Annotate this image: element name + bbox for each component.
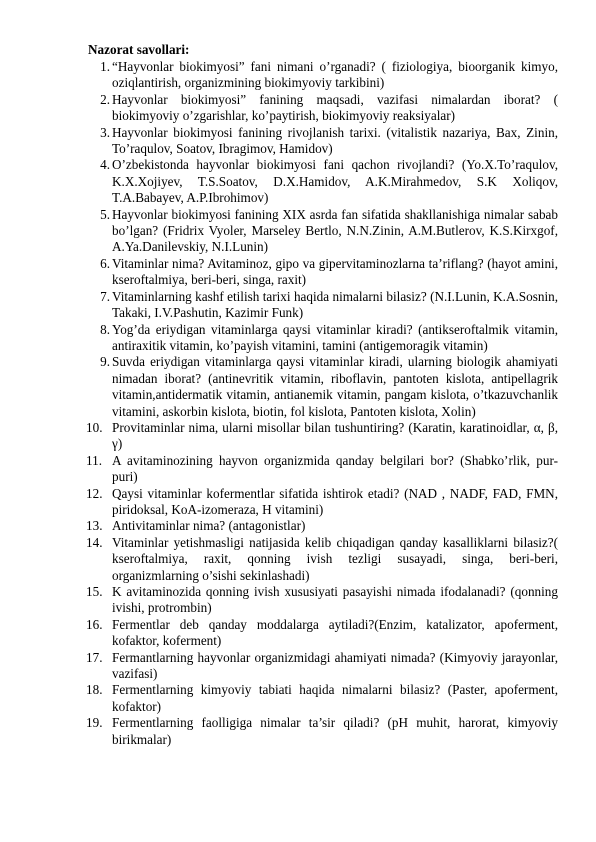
question-item xyxy=(88,59,558,92)
question-number: 11. xyxy=(86,452,102,468)
question-item xyxy=(88,289,558,322)
question-text: Hayvonlar biokimyosi fanining rivojlanish tarixi. (vitalistik nazariya, Bax, Zinin, To’raqulov, Soatov, Ibragimov, Hamidov) xyxy=(112,124,558,157)
question-text: Fermantlarning hayvonlar organizmidagi ahamiyati nimada? (Kimyoviy jarayonlar, vazifasi) xyxy=(112,649,558,682)
question-text: O’zbekistonda hayvonlar biokimyosi fani qachon rivojlandi? (Yo.X.To’raqulov, K.X.Xojiyev, T.S.Soatov, D.X.Hamidov, A.K.Mirahmedov, S.K Xoliqov, T.A.Babayev, A.P.Ibrohimov) xyxy=(112,157,558,206)
question-text: Fermentlarning faolligiga nimalar ta’sir qiladi? (pH muhit, harorat, kimyoviy birikmalar) xyxy=(112,715,558,747)
question-number: 13. xyxy=(86,518,103,534)
question-number: 8. xyxy=(100,321,110,337)
question-number: 7. xyxy=(100,288,110,304)
document-page xyxy=(88,42,558,748)
question-item xyxy=(88,682,558,715)
question-list xyxy=(88,59,558,748)
question-text: Vitaminlar yetishmasligi natijasida kelib chiqadigan qanday kasalliklarni bilasiz?( kseroftalmiya, raxit, qonning ivish tezligi susayadi, singa, beri-beri, organizmlarning o’sishi sekinlashadi) xyxy=(112,534,558,583)
question-item xyxy=(88,420,558,453)
question-text: Hayvonlar biokimyosi” fanining maqsadi, vazifasi nimalardan iborat? ( biokimyoviy o’zgarishlar, ko’paytirish, biokimyoviy reaksiyalar) xyxy=(112,91,558,124)
question-item xyxy=(88,715,558,748)
question-item xyxy=(88,617,558,650)
question-text: Fermentlarning kimyoviy tabiati haqida nimalarni bilasiz? (Paster, apoferment, kofaktor) xyxy=(112,682,558,714)
question-item xyxy=(88,535,558,584)
question-number: 14. xyxy=(86,534,103,550)
question-item xyxy=(88,157,558,206)
question-number: 10. xyxy=(86,419,103,435)
question-item xyxy=(88,650,558,683)
question-number: 16. xyxy=(86,616,103,632)
question-text: Suvda eriydigan vitaminlarga qaysi vitaminlar kiradi, ularning biologik ahamiyati nimadan iborat? (antinevritik vitamin, riboflavin, pantoten kislota, antipellagrik vitamin,antidermatik vitamin, antianemik vitamin, pangam kislota, o’tkazuvchanlik vitamini, askorbin kislota, biotin, fol kislota, Pantoten kislota, Xolin) xyxy=(112,354,558,419)
question-text: K avitaminozida qonning ivish xususiyati pasayishi nimada ifodalanadi? (qonning ivishi, protrombin) xyxy=(112,584,558,616)
question-number: 12. xyxy=(86,485,103,501)
question-text: “Hayvonlar biokimyosi” fani nimani o’rganadi? ( fiziologiya, bioorganik kimyo, oziqlantirish, organizmining biokimyoviy tarkibini) xyxy=(112,59,558,91)
question-text: Vitaminlar nima? Avitaminoz, gipo va gipervitaminozlarna ta’riflang? (hayot amini, kseroftalmiya, beri-beri, singa, raxit) xyxy=(112,255,558,288)
question-text: Fermentlar deb qanday moddalarga aytiladi?(Enzim, katalizator, apoferment, kofaktor, koferment) xyxy=(112,616,558,649)
question-item xyxy=(88,518,558,534)
question-number: 9. xyxy=(100,354,110,370)
question-item xyxy=(88,125,558,158)
question-item xyxy=(88,453,558,486)
question-number: 15. xyxy=(86,584,103,599)
question-text: Vitaminlarning kashf etilish tarixi haqida nimalarni bilasiz? (N.I.Lunin, K.A.Sosnin, Takaki, I.V.Pashutin, Kazimir Funk) xyxy=(112,288,558,321)
question-item xyxy=(88,256,558,289)
question-number: 1. xyxy=(100,59,110,74)
question-text: Qaysi vitaminlar kofermentlar sifatida ishtirok etadi? (NAD , NADF, FAD, FMN, piridoksal, KoA-izomeraza, H vitamini) xyxy=(112,485,558,517)
question-text: Provitaminlar nima, ularni misollar bilan tushuntiring? (Karatin, karatinoidlar, α, β, γ) xyxy=(112,419,558,452)
question-number: 6. xyxy=(100,255,110,271)
question-item xyxy=(88,584,558,617)
question-number: 17. xyxy=(86,649,103,665)
question-text: Hayvonlar biokimyosi fanining XIX asrda fan sifatida shakllanishiga nimalar sabab bo’lgan? (Fridrix Vyoler, Marseley Bertlo, N.N.Zinin, A.M.Butlerov, K.S.Kirxgof, A.Ya.Danilevskiy, N.I.Lunin) xyxy=(112,206,558,255)
question-text: Yog’da eriydigan vitaminlarga qaysi vitaminlar kiradi? (antikseroftalmik vitamin, antiraxitik vitamin, ko’payish vitamini, tamini (antigemoragik vitamin) xyxy=(112,321,558,353)
question-item xyxy=(88,354,558,420)
question-number: 2. xyxy=(100,91,110,107)
question-item xyxy=(88,92,558,125)
question-number: 18. xyxy=(86,682,103,698)
question-item xyxy=(88,486,558,519)
question-number: 19. xyxy=(86,715,103,731)
question-number: 3. xyxy=(100,124,110,140)
question-item xyxy=(88,207,558,256)
question-number: 4. xyxy=(100,157,110,173)
question-number: 5. xyxy=(100,206,110,222)
section-heading: Nazorat savollari: xyxy=(88,42,190,57)
question-item xyxy=(88,322,558,355)
question-text: A avitaminozining hayvon organizmida qanday belgilari bor? (Shabko’rlik, pur-puri) xyxy=(112,452,558,485)
question-text: Antivitaminlar nima? (antagonistlar) xyxy=(112,518,306,534)
